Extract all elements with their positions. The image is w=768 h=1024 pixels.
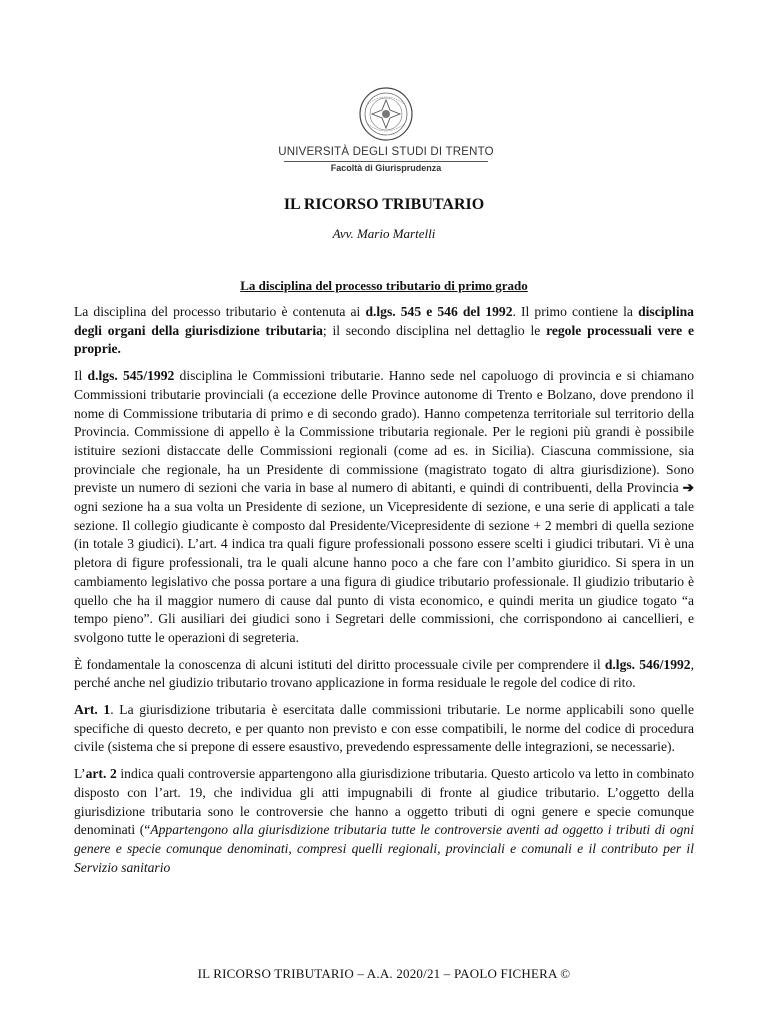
text-run: . La giurisdizione tributaria è esercitata dalle commissioni tributarie. Le norme applicabili sono quelle specifiche di questo decreto, e per quanto non previsto e con esse compatibili, le norme del codice di procedura civile (sistema che si prepone di essere esaustivo, prevedendo espressamente delle integrazioni, se necessarie). [74, 702, 694, 755]
text-run: Il [74, 368, 88, 384]
bold-run: d.lgs. 545/1992 [87, 368, 175, 384]
university-seal-icon [358, 86, 414, 142]
bold-run: d.lgs. 545 e 546 del 1992 [365, 304, 513, 319]
text-run: , perché anche nel giudizio tributario trovano applicazione in forma residuale le regole del codice di rito. [74, 656, 694, 691]
logo-divider [284, 161, 488, 162]
text-run: ; il secondo disciplina nel dettaglio le [322, 322, 547, 338]
paragraph-4 [74, 701, 694, 757]
text-run: . Il primo contiene la [512, 304, 639, 319]
bold-run: d.lgs. 546/1992 [604, 656, 691, 672]
page-footer: IL RICORSO TRIBUTARIO – A.A. 2020/21 – PAOLO FICHERA © [197, 966, 571, 981]
text-run: disciplina le Commissioni tributarie. Hanno sede nel capoluogo di provincia e si chiamano Commissioni tributarie provinciali (a eccezione delle Province autonome di Trento e Bolzano, dove prendono il nome di Commissione tributaria di primo e di secondo grado). Hanno competenza territoriale sul territorio della Provincia. Commissione di appello è la Commissione tributaria regionale. Per le regioni più grandi è possibile istituire sezioni distaccate delle Commissioni regionali (come ad es. in Sicilia). Ciascuna commissione, sia provinciale che regionale, ha un Presidente di commissione (magistrato togato di altra giurisdizione). Sono previste un numero di sezioni che varia in base al numero di abitanti, e quindi di contribuenti, della Provincia [74, 368, 695, 496]
bold-run: regole processuali vere e proprie. [74, 322, 695, 357]
section-heading: La disciplina del processo tributario di primo grado [240, 278, 528, 293]
text-run: La disciplina del processo tributario è contenuta ai [74, 304, 366, 319]
arrow-icon: ➔ [682, 480, 694, 496]
paragraph-1 [74, 303, 694, 359]
bold-run: art. 2 [85, 766, 117, 782]
text-run: ogni sezione ha a sua volta un Presidente di sezione, un Vicepresidente di sezione, e una serie di applicati a tale sezione. Il collegio giudicante è composto dal Presidente/Vicepresidente di sezione + 2 membri di quella sezione (in totale 3 giudici). L’art. 4 indica tra quali figure professionali possono essere scelti i giudici tributari. Vi è una pletora di figure professionali, tra le quali alcune hanno poco a che fare con l’ambito giuridico. Si spera in un cambiamento legislativo che possa portare a una figura di giudice tributario professionale. Il giudizio tributario è quello che ha il maggior numero di cause dal punto di vista economico, e quindi merita un giudice togato “a tempo pieno”. Gli ausiliari dei giudici sono i Segretari delle commissioni, che corrispondono ai cancellieri, e svolgono tutte le operazioni di segreteria. [74, 499, 694, 645]
document-title: IL RICORSO TRIBUTARIO [283, 196, 485, 213]
paragraph-2 [74, 367, 694, 648]
university-name: UNIVERSITÀ DEGLI STUDI DI TRENTO [278, 146, 494, 158]
text-run: È fondamentale la conoscenza di alcuni istituti del diritto processuale civile per comprendere il [74, 656, 605, 672]
document-body [74, 303, 694, 885]
faculty-name: Facoltà di Giurisprudenza [330, 163, 442, 173]
document-author: Avv. Mario Martelli [332, 226, 436, 241]
bold-run: Art. 1 [74, 702, 111, 718]
bold-run: disciplina degli organi della giurisdizione tributaria [74, 304, 694, 338]
quote-run: Appartengono alla giurisdizione tributaria tutte le controversie aventi ad oggetto i tributi di ogni genere e specie comunque denominati, compresi quelli regionali, provinciali e comunali e il contributo per il Servizio sanitario [74, 822, 695, 875]
paragraph-5 [74, 765, 694, 877]
paragraph-3 [74, 656, 694, 693]
university-logo [276, 86, 496, 174]
text-run: indica quali controversie appartengono alla giurisdizione tributaria. Questo articolo va letto in combinato disposto con l’art. 19, che individua gli atti impugnabili di fronte al giudice tributario. L’oggetto della giurisdizione tributaria sono le controversie che hanno a oggetto tributi di ogni genere e specie comunque denominati (“ [74, 766, 694, 838]
text-run: L’ [74, 766, 86, 782]
